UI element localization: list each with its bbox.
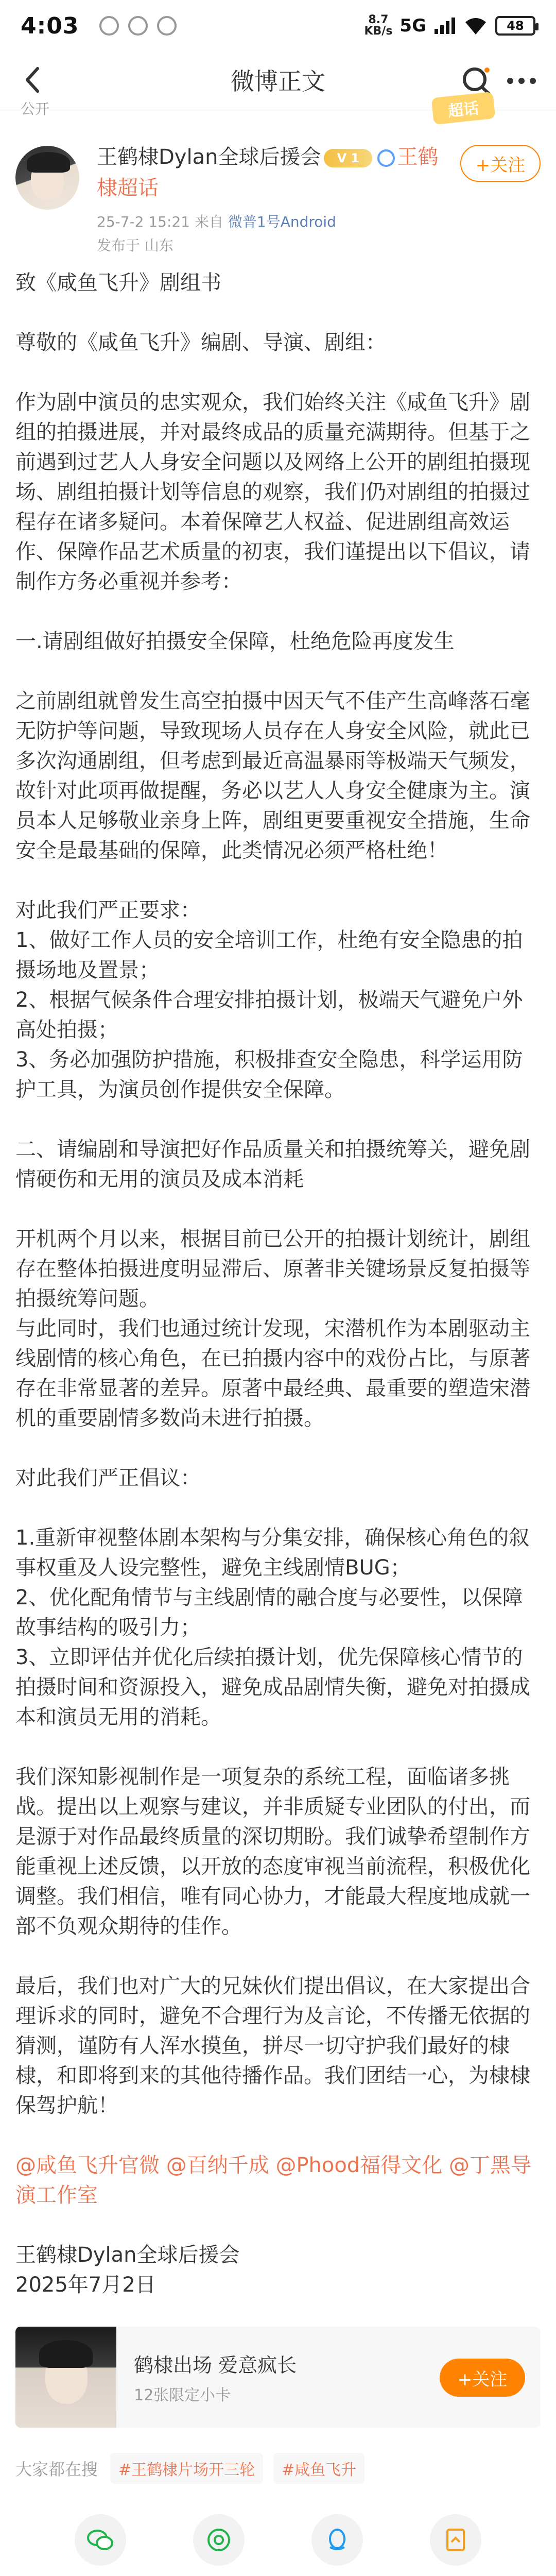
trending-label: 大家都在搜 [15, 2460, 98, 2479]
status-bar [0, 0, 556, 52]
wifi-icon [463, 16, 488, 36]
notification-icon [157, 16, 177, 36]
post-paragraph: 致《咸鱼飞升》剧组书 [15, 271, 221, 295]
super-topic-link[interactable]: 王鹤 [397, 145, 439, 169]
post-paragraph: 二、请编剧和导演把好作品质量关和拍摄统筹关，避免剧情硬伤和无用的演员及成本消耗 [15, 1138, 530, 1191]
more-icon [506, 76, 537, 86]
mention-link[interactable]: @咸鱼飞升官微 [15, 2154, 160, 2177]
mentions [15, 2150, 541, 2210]
post-paragraph: 1.重新审视整体剧本架构与分集安排，确保核心角色的叙事权重及人设完整性，避免主线剧情BUG； [15, 1526, 530, 1580]
post-paragraph: 对此我们严正要求： [15, 899, 201, 922]
post-paragraph: 一.请剧组做好拍摄安全保障，杜绝危险再度发生 [15, 630, 455, 653]
battery-icon: 48 [495, 16, 535, 36]
share-card-icon [440, 2524, 471, 2555]
mention-link[interactable]: @Phood福得文化 [275, 2154, 443, 2177]
card-subtitle: 12张限定小卡 [134, 2386, 231, 2404]
vip-badge: V 1 [324, 149, 372, 167]
mention-link[interactable]: @百纳千成 [166, 2154, 269, 2177]
post-paragraph: 1、做好工作人员的安全培训工作，杜绝有安全隐患的拍摄场地及置景； [15, 928, 523, 982]
avatar[interactable] [15, 146, 79, 210]
author-line [97, 142, 457, 173]
status-right [364, 14, 535, 37]
trending-tag[interactable]: #咸鱼飞升 [273, 2453, 364, 2484]
wechat-icon [85, 2524, 116, 2555]
more-button[interactable] [505, 64, 538, 98]
card-title: 鹤棣出场 爱意疯长 [134, 2354, 297, 2377]
net-speed: 8.7 KB/s [364, 13, 393, 38]
share-card-button[interactable] [430, 2514, 481, 2566]
share-qq-button[interactable] [311, 2514, 363, 2566]
trending-searches [15, 2450, 541, 2486]
post-source[interactable]: 微普1号Android [228, 213, 336, 230]
status-notification-icons [99, 16, 177, 36]
post-paragraph: 与此同时，我们也通过统计发现，宋潜机作为本剧驱动主线剧情的核心角色，在已拍摄内容中的戏份占比，与原著存在非常显著的差异。原著中最经典、最重要的塑造宋潜机的重要剧情多数尚未进行拍摄。 [15, 1317, 530, 1430]
post-paragraph: 2、根据气候条件合理安排拍摄计划，极端天气避免户外高处拍摄； [15, 988, 523, 1042]
follow-button[interactable]: +关注 [460, 145, 541, 182]
post-paragraph: 最后，我们也对广大的兄妹伙们提出倡议，在大家提出合理诉求的同时，避免不合理行为及言论，不传播无依据的猜测，谨防有人浑水摸鱼，拼尽一切守护我们最好的棣棣，和即将到来的其他待播作品。我们团结一心，为棣棣保驾护航！ [15, 1974, 530, 2117]
back-arrow-icon [22, 65, 43, 94]
post-location: 发布于 山东 [97, 237, 173, 254]
promo-card[interactable] [15, 2327, 541, 2428]
card-follow-button[interactable]: +关注 [440, 2359, 525, 2397]
signal-5g-icon: 5G [399, 15, 426, 36]
card-image [15, 2327, 116, 2428]
share-wechat-button[interactable] [75, 2514, 126, 2566]
post-paragraph: 尊敬的《咸鱼飞升》编剧、导演、剧组： [15, 331, 386, 354]
page-title: 微博正文 [231, 67, 325, 95]
post-date: 2025年7月2日 [15, 2273, 156, 2297]
author-header [15, 142, 541, 260]
back-button[interactable] [15, 63, 49, 97]
moments-icon [203, 2524, 234, 2555]
super-topic-icon [377, 149, 395, 167]
post-paragraph: 我们深知影视制作是一项复杂的系统工程，面临诸多挑战。提出以上观察与建议，并非质疑专业团队的付出，而是源于对作品最终质量的深切期盼。我们诚挚希望制作方能重视上述反馈，以开放的态度审视当前流程，积极优化调整。我们相信，唯有同心协力，才能最大程度地成就一部不负观众期待的佳作。 [15, 1765, 530, 1938]
qq-icon [322, 2524, 353, 2555]
post-paragraph: 对此我们严正倡议： [15, 1466, 201, 1490]
super-topic-link-cont[interactable]: 棣超话 [97, 176, 159, 200]
share-row [0, 2514, 556, 2576]
post-paragraph: 2、优化配角情节与主线剧情的融合度与必要性，以保障故事结构的吸引力； [15, 1586, 523, 1639]
notification-icon [128, 16, 148, 36]
post-body [15, 268, 541, 2300]
post-paragraph: 作为剧中演员的忠实观众，我们始终关注《咸鱼飞升》剧组的拍摄进展，并对最终成品的质量充满期待。但基于之前遇到过艺人人身安全问题以及网络上公开的剧组拍摄现场、剧组拍摄计划等信息的观察，我们仍对剧组的拍摄过程存在诸多疑问。本着保障艺人权益、促进剧组高效运作、保障作品艺术质量的初衷，我们谨提出以下倡议，请制作方务必重视并参考： [15, 391, 530, 594]
status-time: 4:03 [21, 12, 79, 39]
trending-tag[interactable]: #王鹤棣片场开三轮 [110, 2453, 263, 2484]
super-topic-badge[interactable]: 超话 [431, 92, 496, 125]
post-paragraph: 开机两个月以来，根据目前已公开的拍摄计划统计，剧组存在整体拍摄进度明显滞后、原著非关键场景反复拍摄等拍摄统筹问题。 [15, 1227, 530, 1311]
mention-link[interactable]: @丁黑导演工作室 [15, 2154, 531, 2207]
post-datetime: 25-7-2 15:21 [97, 213, 190, 230]
cellular-signal-icon [433, 16, 456, 35]
post-paragraph: 3、立即评估并优化后续拍摄计划，优先保障核心情节的拍摄时间和资源投入，避免成品剧情失衡，避免对拍摄成本和演员无用的消耗。 [15, 1646, 530, 1729]
post-paragraph: 3、务必加强防护措施，积极排查安全隐患，科学运用防护工具，为演员创作提供安全保障。 [15, 1048, 523, 1101]
post-paragraph: 之前剧组就曾发生高空拍摄中因天气不佳产生高峰落石毫无防护等问题，导致现场人员存在人身安全风险，就此已多次沟通剧组，但考虑到最近高温暴雨等极端天气频发，故针对此项再做提醒，务必以艺人人身安全健康为主。演员本人足够敬业亲身上阵，剧组更要重视安全措施，生命安全是最基础的保障，此类情况必须严格杜绝！ [15, 689, 530, 862]
share-moments-button[interactable] [193, 2514, 245, 2566]
post-signature: 王鹤棣Dylan全球后援会 [15, 2243, 240, 2267]
post-meta [97, 211, 336, 231]
notification-icon [99, 16, 119, 36]
author-name[interactable]: 王鹤棣Dylan全球后援会 [97, 145, 321, 169]
source-prefix: 来自 [194, 213, 223, 230]
visibility-tag: 公开 [21, 100, 50, 117]
